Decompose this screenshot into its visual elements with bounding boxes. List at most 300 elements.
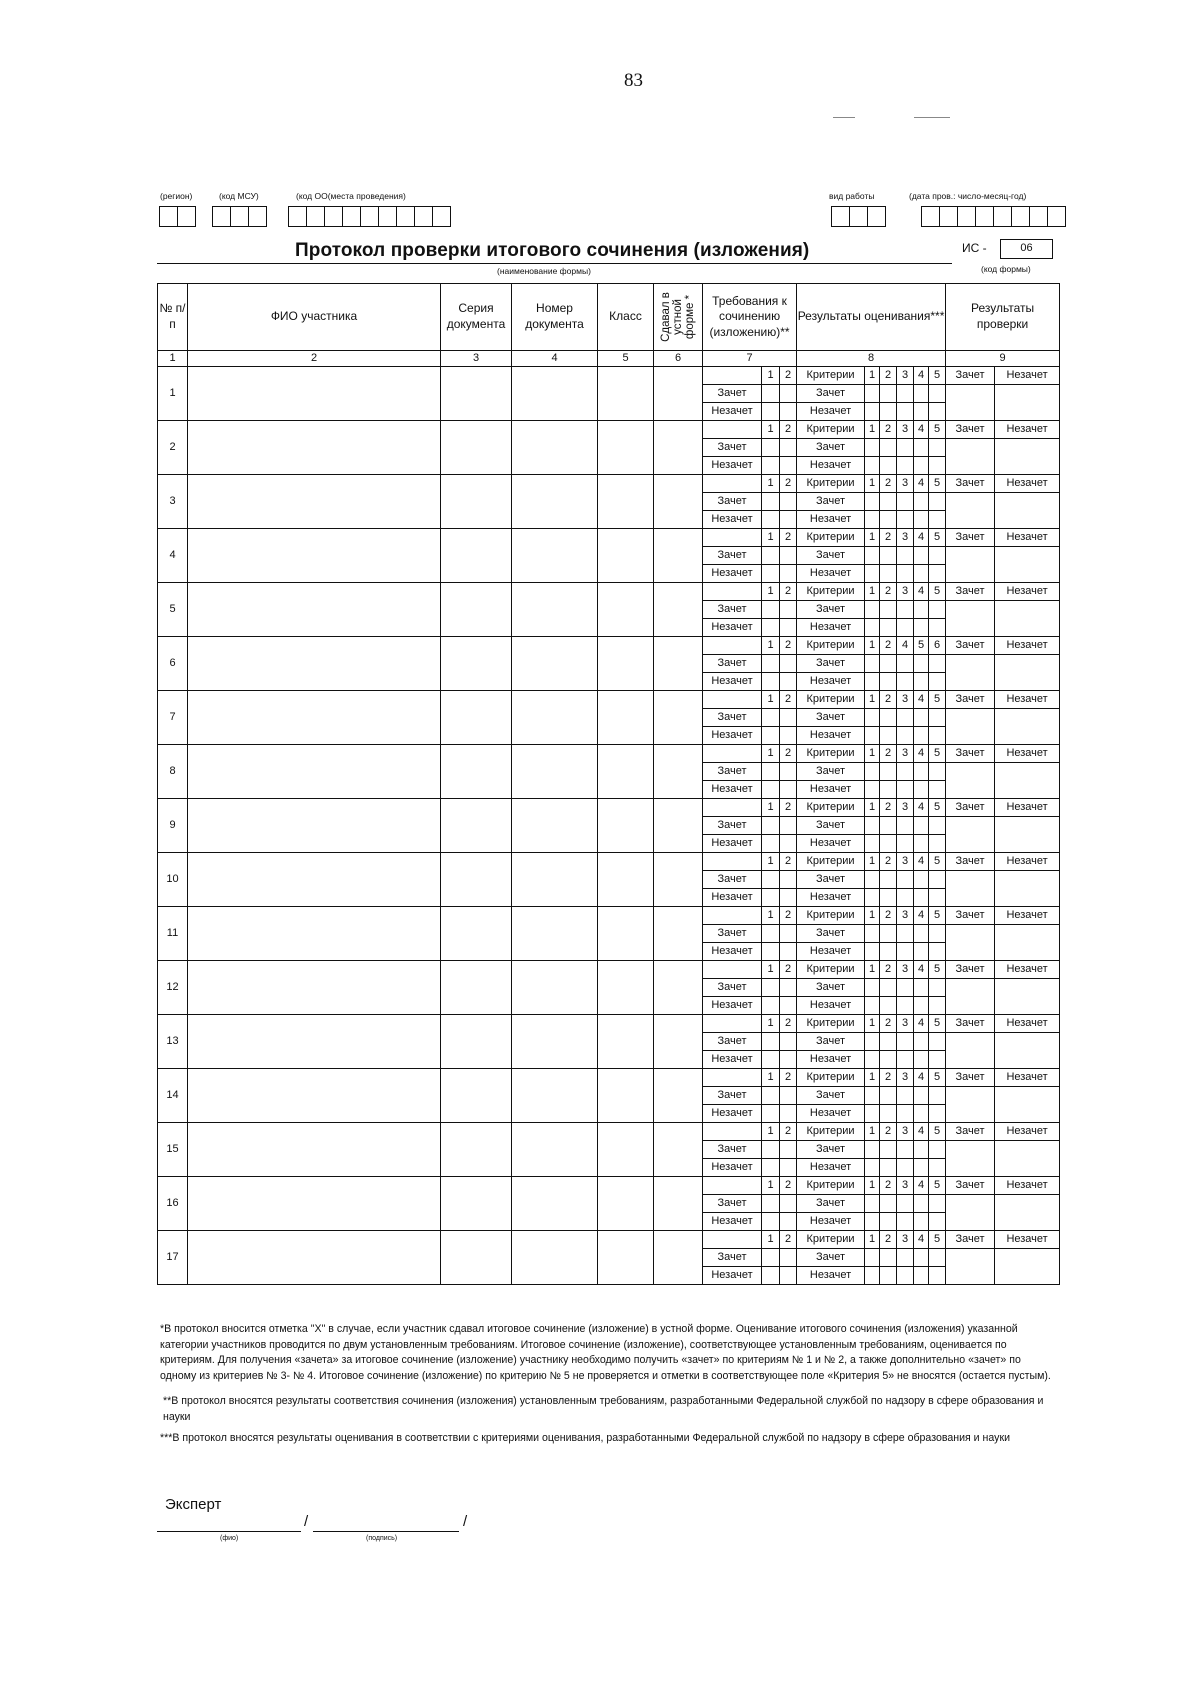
criterion-cell[interactable]	[897, 1033, 914, 1051]
criterion-cell[interactable]	[865, 547, 880, 565]
req-cell[interactable]	[762, 673, 780, 691]
criterion-cell[interactable]	[880, 871, 897, 889]
criterion-cell[interactable]	[880, 997, 897, 1015]
req-cell[interactable]	[780, 1051, 797, 1069]
check-pass-cell[interactable]	[946, 709, 995, 745]
criterion-cell[interactable]	[880, 889, 897, 907]
class-cell[interactable]	[598, 1069, 654, 1123]
criterion-cell[interactable]	[880, 547, 897, 565]
req-cell[interactable]	[780, 727, 797, 745]
check-pass-cell[interactable]	[946, 1087, 995, 1123]
req-cell[interactable]	[762, 1267, 780, 1285]
criterion-cell[interactable]	[914, 493, 929, 511]
criterion-cell[interactable]	[914, 1087, 929, 1105]
criterion-cell[interactable]	[929, 727, 946, 745]
check-pass-cell[interactable]	[946, 925, 995, 961]
criterion-cell[interactable]	[865, 817, 880, 835]
criterion-cell[interactable]	[914, 655, 929, 673]
doc-number-cell[interactable]	[512, 799, 598, 853]
req-cell[interactable]	[780, 1087, 797, 1105]
criterion-cell[interactable]	[865, 1087, 880, 1105]
criterion-cell[interactable]	[897, 781, 914, 799]
check-pass-cell[interactable]	[946, 1033, 995, 1069]
criterion-cell[interactable]	[880, 709, 897, 727]
criterion-cell[interactable]	[880, 1249, 897, 1267]
oral-cell[interactable]	[654, 1231, 703, 1285]
oral-cell[interactable]	[654, 745, 703, 799]
doc-number-cell[interactable]	[512, 1015, 598, 1069]
criterion-cell[interactable]	[897, 943, 914, 961]
criterion-cell[interactable]	[880, 673, 897, 691]
check-pass-cell[interactable]	[946, 1249, 995, 1285]
criterion-cell[interactable]	[865, 655, 880, 673]
criterion-cell[interactable]	[897, 925, 914, 943]
doc-number-cell[interactable]	[512, 1231, 598, 1285]
check-fail-cell[interactable]	[995, 547, 1060, 583]
criterion-cell[interactable]	[865, 1195, 880, 1213]
criterion-cell[interactable]	[897, 547, 914, 565]
req-cell[interactable]	[762, 943, 780, 961]
criterion-cell[interactable]	[865, 1213, 880, 1231]
criterion-cell[interactable]	[914, 763, 929, 781]
criterion-cell[interactable]	[897, 511, 914, 529]
series-cell[interactable]	[441, 1015, 512, 1069]
class-cell[interactable]	[598, 529, 654, 583]
criterion-cell[interactable]	[914, 547, 929, 565]
criterion-cell[interactable]	[897, 1159, 914, 1177]
criterion-cell[interactable]	[880, 781, 897, 799]
criterion-cell[interactable]	[929, 1105, 946, 1123]
req-cell[interactable]	[780, 1267, 797, 1285]
req-cell[interactable]	[780, 457, 797, 475]
criterion-cell[interactable]	[897, 1249, 914, 1267]
check-fail-cell[interactable]	[995, 925, 1060, 961]
msu-code-field[interactable]	[212, 206, 267, 227]
sign-signature-line[interactable]	[313, 1531, 459, 1532]
oral-cell[interactable]	[654, 637, 703, 691]
req-cell[interactable]	[762, 601, 780, 619]
check-pass-cell[interactable]	[946, 493, 995, 529]
check-pass-cell[interactable]	[946, 979, 995, 1015]
criterion-cell[interactable]	[880, 1267, 897, 1285]
req-cell[interactable]	[780, 979, 797, 997]
criterion-cell[interactable]	[865, 835, 880, 853]
check-pass-cell[interactable]	[946, 655, 995, 691]
criterion-cell[interactable]	[897, 673, 914, 691]
req-cell[interactable]	[780, 871, 797, 889]
oral-cell[interactable]	[654, 421, 703, 475]
criterion-cell[interactable]	[865, 385, 880, 403]
class-cell[interactable]	[598, 691, 654, 745]
req-cell[interactable]	[762, 979, 780, 997]
req-cell[interactable]	[780, 511, 797, 529]
criterion-cell[interactable]	[897, 403, 914, 421]
criterion-cell[interactable]	[897, 871, 914, 889]
req-cell[interactable]	[780, 763, 797, 781]
series-cell[interactable]	[441, 907, 512, 961]
criterion-cell[interactable]	[865, 727, 880, 745]
criterion-cell[interactable]	[929, 835, 946, 853]
criterion-cell[interactable]	[880, 1087, 897, 1105]
doc-number-cell[interactable]	[512, 907, 598, 961]
oral-cell[interactable]	[654, 691, 703, 745]
req-cell[interactable]	[762, 871, 780, 889]
check-fail-cell[interactable]	[995, 763, 1060, 799]
criterion-cell[interactable]	[914, 1105, 929, 1123]
criterion-cell[interactable]	[897, 385, 914, 403]
series-cell[interactable]	[441, 853, 512, 907]
criterion-cell[interactable]	[865, 1159, 880, 1177]
check-pass-cell[interactable]	[946, 1141, 995, 1177]
criterion-cell[interactable]	[865, 925, 880, 943]
criterion-cell[interactable]	[914, 1141, 929, 1159]
req-cell[interactable]	[762, 457, 780, 475]
check-pass-cell[interactable]	[946, 871, 995, 907]
check-pass-cell[interactable]	[946, 439, 995, 475]
criterion-cell[interactable]	[929, 763, 946, 781]
criterion-cell[interactable]	[880, 1159, 897, 1177]
req-cell[interactable]	[780, 655, 797, 673]
class-cell[interactable]	[598, 907, 654, 961]
criterion-cell[interactable]	[897, 997, 914, 1015]
criterion-cell[interactable]	[929, 439, 946, 457]
criterion-cell[interactable]	[929, 673, 946, 691]
check-fail-cell[interactable]	[995, 601, 1060, 637]
oral-cell[interactable]	[654, 961, 703, 1015]
req-cell[interactable]	[780, 817, 797, 835]
criterion-cell[interactable]	[897, 1051, 914, 1069]
class-cell[interactable]	[598, 961, 654, 1015]
criterion-cell[interactable]	[865, 1105, 880, 1123]
criterion-cell[interactable]	[865, 673, 880, 691]
oral-cell[interactable]	[654, 583, 703, 637]
criterion-cell[interactable]	[929, 871, 946, 889]
criterion-cell[interactable]	[880, 457, 897, 475]
criterion-cell[interactable]	[914, 709, 929, 727]
req-cell[interactable]	[780, 1249, 797, 1267]
check-fail-cell[interactable]	[995, 439, 1060, 475]
criterion-cell[interactable]	[865, 709, 880, 727]
criterion-cell[interactable]	[880, 511, 897, 529]
criterion-cell[interactable]	[897, 1141, 914, 1159]
check-pass-cell[interactable]	[946, 385, 995, 421]
fio-cell[interactable]	[188, 799, 441, 853]
fio-cell[interactable]	[188, 637, 441, 691]
criterion-cell[interactable]	[865, 763, 880, 781]
criterion-cell[interactable]	[880, 1141, 897, 1159]
criterion-cell[interactable]	[880, 1033, 897, 1051]
criterion-cell[interactable]	[880, 1105, 897, 1123]
criterion-cell[interactable]	[914, 439, 929, 457]
criterion-cell[interactable]	[914, 1213, 929, 1231]
req-cell[interactable]	[762, 1051, 780, 1069]
region-code-field[interactable]	[159, 206, 196, 227]
class-cell[interactable]	[598, 799, 654, 853]
fio-cell[interactable]	[188, 907, 441, 961]
criterion-cell[interactable]	[865, 493, 880, 511]
fio-cell[interactable]	[188, 1231, 441, 1285]
criterion-cell[interactable]	[897, 979, 914, 997]
criterion-cell[interactable]	[929, 1159, 946, 1177]
req-cell[interactable]	[762, 727, 780, 745]
series-cell[interactable]	[441, 421, 512, 475]
criterion-cell[interactable]	[929, 709, 946, 727]
criterion-cell[interactable]	[914, 457, 929, 475]
criterion-cell[interactable]	[929, 817, 946, 835]
criterion-cell[interactable]	[929, 1033, 946, 1051]
criterion-cell[interactable]	[914, 403, 929, 421]
oral-cell[interactable]	[654, 853, 703, 907]
criterion-cell[interactable]	[880, 601, 897, 619]
criterion-cell[interactable]	[865, 1141, 880, 1159]
req-cell[interactable]	[762, 781, 780, 799]
criterion-cell[interactable]	[865, 601, 880, 619]
req-cell[interactable]	[762, 619, 780, 637]
criterion-cell[interactable]	[929, 619, 946, 637]
req-cell[interactable]	[780, 1159, 797, 1177]
class-cell[interactable]	[598, 367, 654, 421]
criterion-cell[interactable]	[929, 1195, 946, 1213]
criterion-cell[interactable]	[897, 439, 914, 457]
req-cell[interactable]	[780, 619, 797, 637]
check-fail-cell[interactable]	[995, 1141, 1060, 1177]
fio-cell[interactable]	[188, 475, 441, 529]
criterion-cell[interactable]	[897, 655, 914, 673]
criterion-cell[interactable]	[865, 403, 880, 421]
series-cell[interactable]	[441, 367, 512, 421]
criterion-cell[interactable]	[914, 565, 929, 583]
req-cell[interactable]	[780, 781, 797, 799]
class-cell[interactable]	[598, 1231, 654, 1285]
criterion-cell[interactable]	[929, 1051, 946, 1069]
criterion-cell[interactable]	[897, 1267, 914, 1285]
criterion-cell[interactable]	[880, 1213, 897, 1231]
check-pass-cell[interactable]	[946, 547, 995, 583]
criterion-cell[interactable]	[929, 997, 946, 1015]
criterion-cell[interactable]	[929, 511, 946, 529]
fio-cell[interactable]	[188, 1177, 441, 1231]
criterion-cell[interactable]	[929, 1213, 946, 1231]
check-pass-cell[interactable]	[946, 1195, 995, 1231]
criterion-cell[interactable]	[865, 511, 880, 529]
criterion-cell[interactable]	[880, 385, 897, 403]
criterion-cell[interactable]	[880, 619, 897, 637]
criterion-cell[interactable]	[929, 547, 946, 565]
series-cell[interactable]	[441, 1177, 512, 1231]
check-fail-cell[interactable]	[995, 709, 1060, 745]
criterion-cell[interactable]	[914, 781, 929, 799]
doc-number-cell[interactable]	[512, 1069, 598, 1123]
criterion-cell[interactable]	[914, 511, 929, 529]
check-pass-cell[interactable]	[946, 601, 995, 637]
criterion-cell[interactable]	[865, 457, 880, 475]
req-cell[interactable]	[780, 439, 797, 457]
criterion-cell[interactable]	[914, 979, 929, 997]
criterion-cell[interactable]	[897, 1213, 914, 1231]
criterion-cell[interactable]	[897, 565, 914, 583]
criterion-cell[interactable]	[865, 565, 880, 583]
criterion-cell[interactable]	[865, 1051, 880, 1069]
series-cell[interactable]	[441, 745, 512, 799]
criterion-cell[interactable]	[865, 889, 880, 907]
req-cell[interactable]	[780, 835, 797, 853]
criterion-cell[interactable]	[897, 1105, 914, 1123]
oral-cell[interactable]	[654, 1069, 703, 1123]
doc-number-cell[interactable]	[512, 529, 598, 583]
fio-cell[interactable]	[188, 961, 441, 1015]
series-cell[interactable]	[441, 691, 512, 745]
fio-cell[interactable]	[188, 583, 441, 637]
class-cell[interactable]	[598, 637, 654, 691]
criterion-cell[interactable]	[865, 781, 880, 799]
req-cell[interactable]	[762, 493, 780, 511]
criterion-cell[interactable]	[880, 1051, 897, 1069]
check-fail-cell[interactable]	[995, 1195, 1060, 1231]
criterion-cell[interactable]	[880, 979, 897, 997]
criterion-cell[interactable]	[929, 1141, 946, 1159]
fio-cell[interactable]	[188, 1069, 441, 1123]
criterion-cell[interactable]	[897, 727, 914, 745]
req-cell[interactable]	[780, 889, 797, 907]
req-cell[interactable]	[762, 817, 780, 835]
req-cell[interactable]	[762, 835, 780, 853]
fio-cell[interactable]	[188, 853, 441, 907]
req-cell[interactable]	[780, 565, 797, 583]
criterion-cell[interactable]	[897, 835, 914, 853]
fio-cell[interactable]	[188, 529, 441, 583]
req-cell[interactable]	[780, 547, 797, 565]
criterion-cell[interactable]	[897, 457, 914, 475]
criterion-cell[interactable]	[914, 385, 929, 403]
criterion-cell[interactable]	[880, 763, 897, 781]
req-cell[interactable]	[780, 673, 797, 691]
criterion-cell[interactable]	[865, 1249, 880, 1267]
criterion-cell[interactable]	[897, 601, 914, 619]
criterion-cell[interactable]	[865, 619, 880, 637]
req-cell[interactable]	[780, 1213, 797, 1231]
check-fail-cell[interactable]	[995, 1087, 1060, 1123]
criterion-cell[interactable]	[897, 709, 914, 727]
class-cell[interactable]	[598, 745, 654, 799]
criterion-cell[interactable]	[897, 763, 914, 781]
req-cell[interactable]	[762, 655, 780, 673]
req-cell[interactable]	[762, 565, 780, 583]
doc-number-cell[interactable]	[512, 691, 598, 745]
check-fail-cell[interactable]	[995, 1249, 1060, 1285]
criterion-cell[interactable]	[880, 1195, 897, 1213]
criterion-cell[interactable]	[865, 943, 880, 961]
criterion-cell[interactable]	[865, 997, 880, 1015]
doc-number-cell[interactable]	[512, 367, 598, 421]
fio-cell[interactable]	[188, 745, 441, 799]
doc-number-cell[interactable]	[512, 475, 598, 529]
criterion-cell[interactable]	[914, 871, 929, 889]
req-cell[interactable]	[762, 1105, 780, 1123]
fio-cell[interactable]	[188, 1123, 441, 1177]
criterion-cell[interactable]	[929, 403, 946, 421]
criterion-cell[interactable]	[880, 565, 897, 583]
criterion-cell[interactable]	[914, 925, 929, 943]
req-cell[interactable]	[780, 1105, 797, 1123]
req-cell[interactable]	[762, 403, 780, 421]
doc-number-cell[interactable]	[512, 1123, 598, 1177]
class-cell[interactable]	[598, 1123, 654, 1177]
req-cell[interactable]	[762, 925, 780, 943]
req-cell[interactable]	[762, 709, 780, 727]
req-cell[interactable]	[762, 763, 780, 781]
check-fail-cell[interactable]	[995, 871, 1060, 907]
criterion-cell[interactable]	[929, 943, 946, 961]
req-cell[interactable]	[762, 1087, 780, 1105]
criterion-cell[interactable]	[929, 1087, 946, 1105]
criterion-cell[interactable]	[914, 943, 929, 961]
criterion-cell[interactable]	[880, 817, 897, 835]
criterion-cell[interactable]	[914, 1249, 929, 1267]
oral-cell[interactable]	[654, 1123, 703, 1177]
criterion-cell[interactable]	[897, 889, 914, 907]
criterion-cell[interactable]	[880, 493, 897, 511]
criterion-cell[interactable]	[929, 385, 946, 403]
fio-cell[interactable]	[188, 1015, 441, 1069]
criterion-cell[interactable]	[929, 601, 946, 619]
req-cell[interactable]	[780, 709, 797, 727]
req-cell[interactable]	[762, 547, 780, 565]
fio-cell[interactable]	[188, 421, 441, 475]
series-cell[interactable]	[441, 529, 512, 583]
fio-cell[interactable]	[188, 691, 441, 745]
oral-cell[interactable]	[654, 907, 703, 961]
req-cell[interactable]	[780, 601, 797, 619]
check-pass-cell[interactable]	[946, 763, 995, 799]
criterion-cell[interactable]	[914, 1267, 929, 1285]
doc-number-cell[interactable]	[512, 745, 598, 799]
criterion-cell[interactable]	[914, 997, 929, 1015]
criterion-cell[interactable]	[929, 781, 946, 799]
criterion-cell[interactable]	[880, 943, 897, 961]
criterion-cell[interactable]	[865, 439, 880, 457]
class-cell[interactable]	[598, 475, 654, 529]
criterion-cell[interactable]	[897, 493, 914, 511]
req-cell[interactable]	[762, 439, 780, 457]
oral-cell[interactable]	[654, 367, 703, 421]
req-cell[interactable]	[762, 511, 780, 529]
series-cell[interactable]	[441, 1123, 512, 1177]
criterion-cell[interactable]	[914, 1033, 929, 1051]
criterion-cell[interactable]	[929, 979, 946, 997]
req-cell[interactable]	[780, 403, 797, 421]
req-cell[interactable]	[762, 1159, 780, 1177]
oral-cell[interactable]	[654, 799, 703, 853]
doc-number-cell[interactable]	[512, 637, 598, 691]
check-fail-cell[interactable]	[995, 817, 1060, 853]
series-cell[interactable]	[441, 799, 512, 853]
criterion-cell[interactable]	[929, 457, 946, 475]
criterion-cell[interactable]	[865, 979, 880, 997]
check-pass-cell[interactable]	[946, 817, 995, 853]
criterion-cell[interactable]	[914, 817, 929, 835]
doc-number-cell[interactable]	[512, 583, 598, 637]
req-cell[interactable]	[762, 997, 780, 1015]
req-cell[interactable]	[780, 493, 797, 511]
class-cell[interactable]	[598, 1177, 654, 1231]
criterion-cell[interactable]	[897, 619, 914, 637]
criterion-cell[interactable]	[865, 871, 880, 889]
check-fail-cell[interactable]	[995, 979, 1060, 1015]
doc-number-cell[interactable]	[512, 853, 598, 907]
date-field[interactable]	[921, 206, 1066, 227]
criterion-cell[interactable]	[880, 925, 897, 943]
oral-cell[interactable]	[654, 1015, 703, 1069]
